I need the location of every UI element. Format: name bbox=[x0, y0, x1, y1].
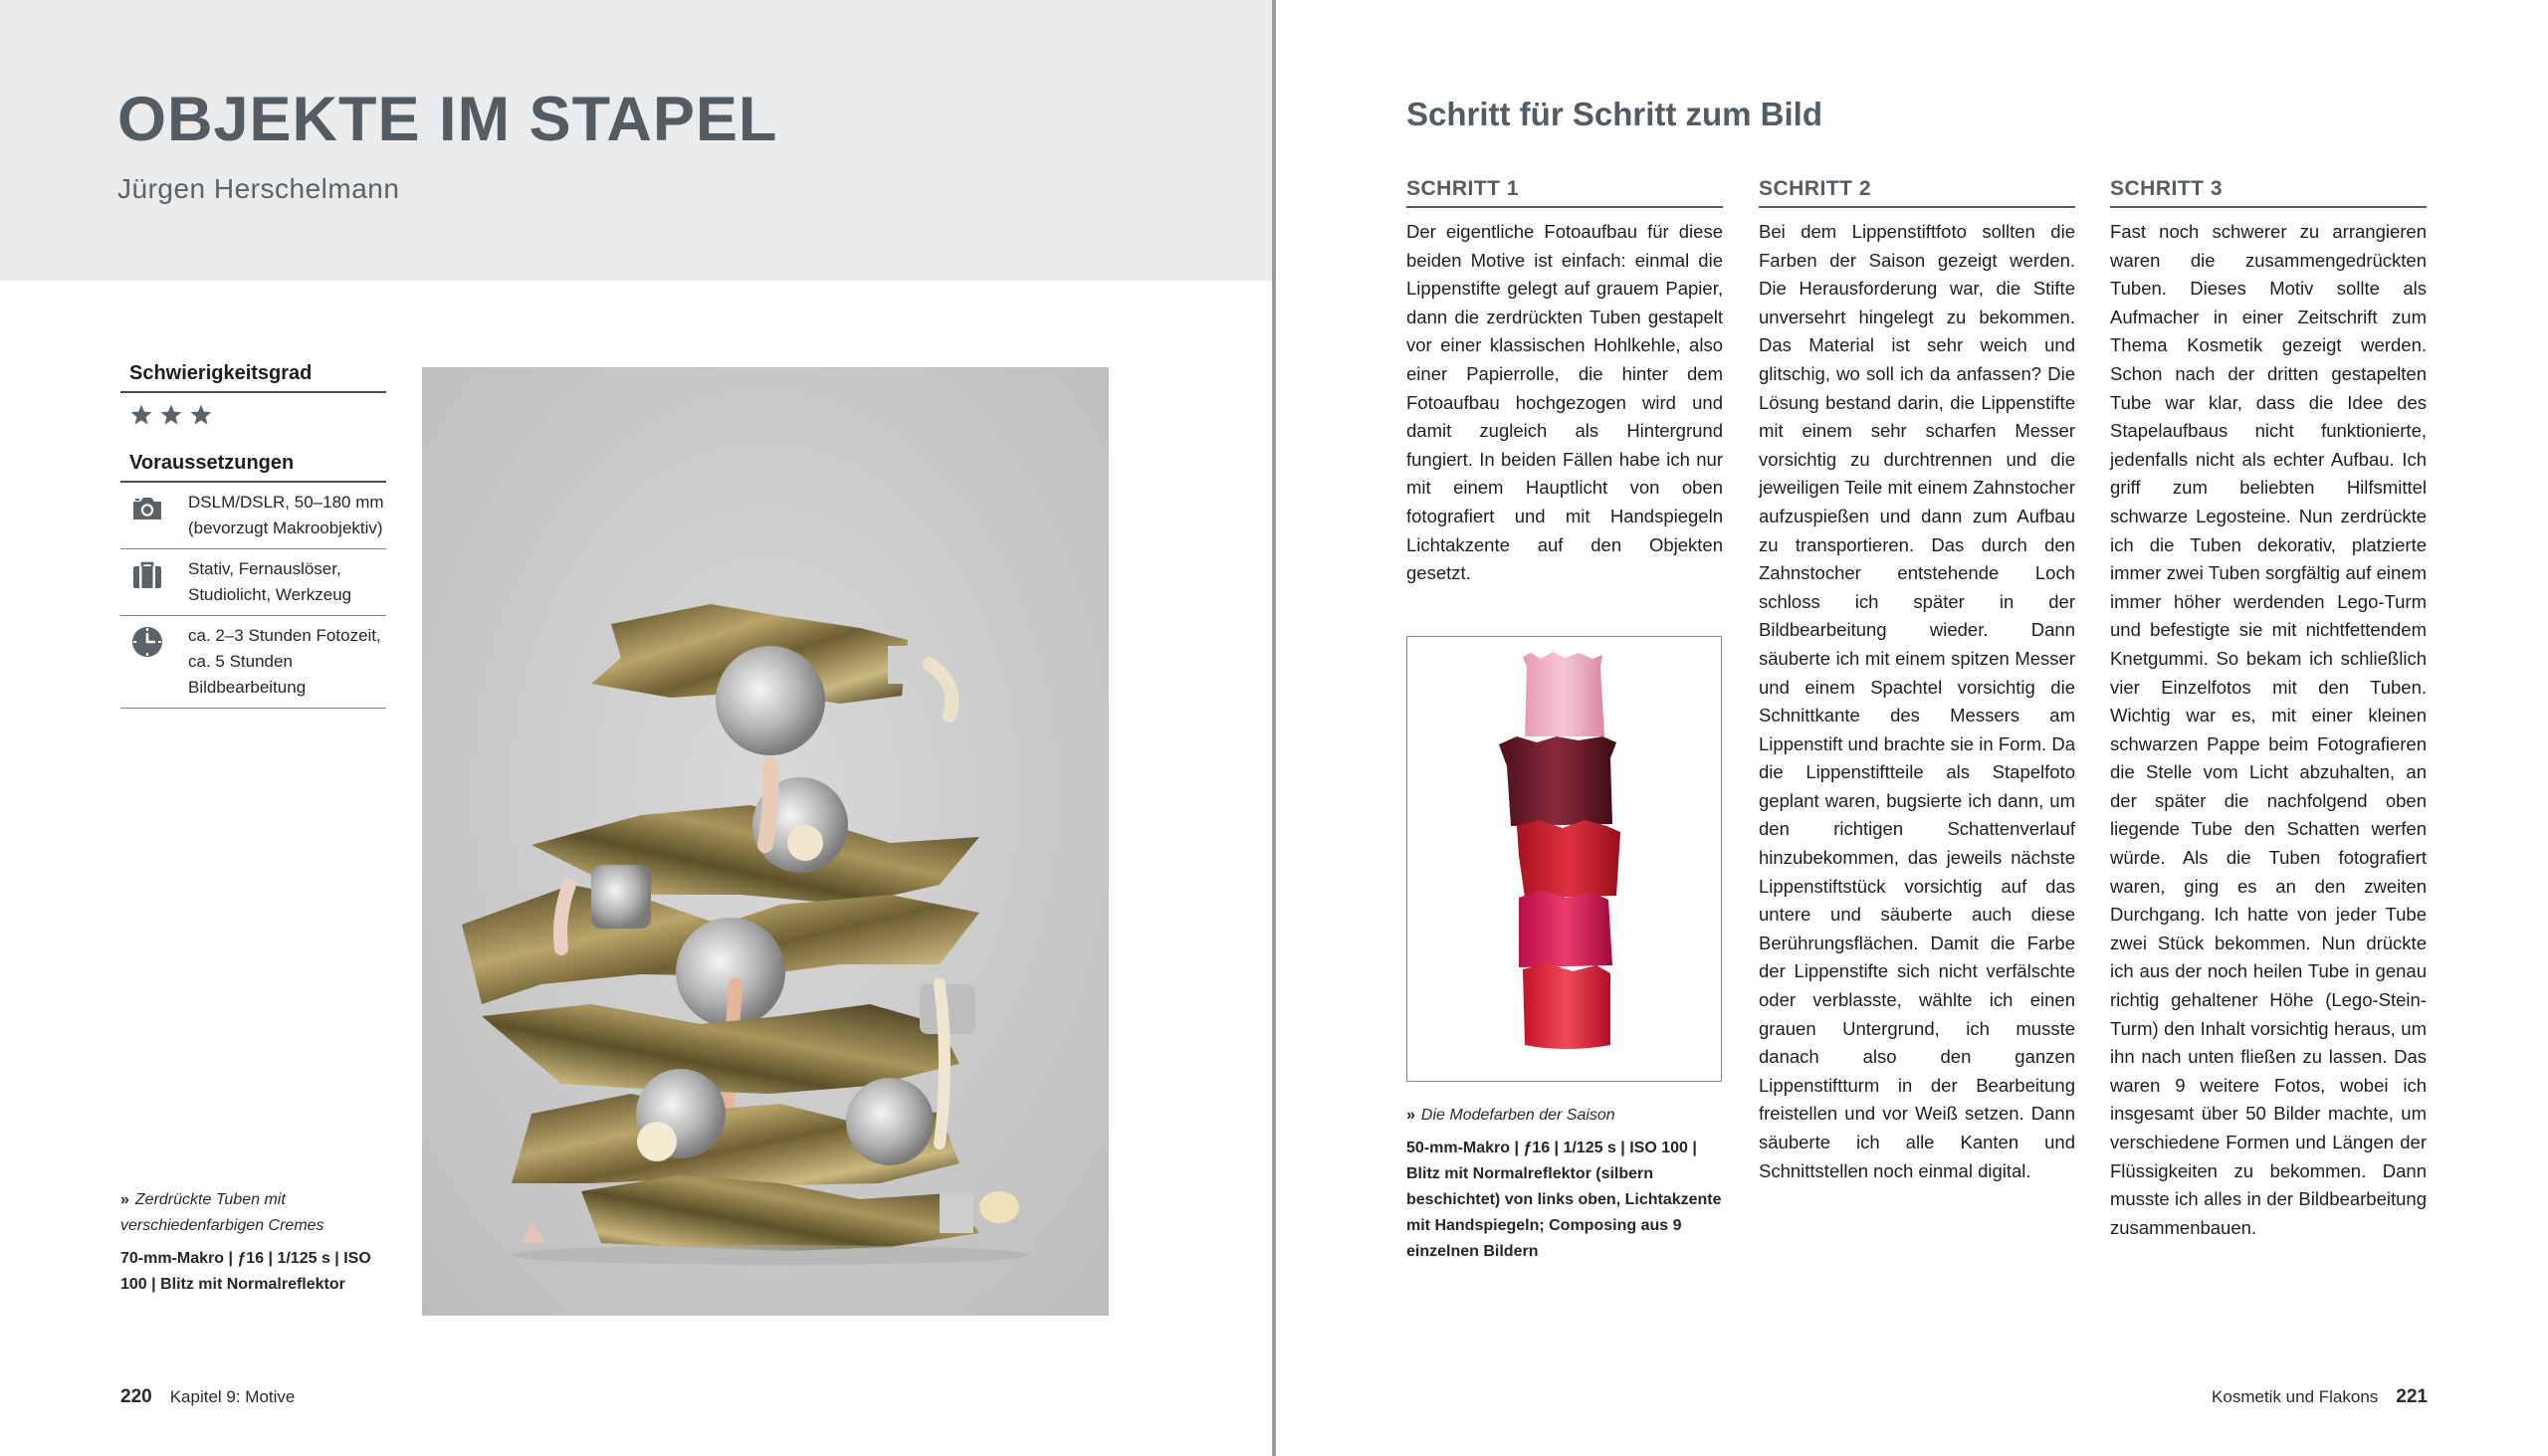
page-number: 221 bbox=[2396, 1386, 2428, 1407]
step-column bbox=[1406, 177, 1723, 588]
page-number: 220 bbox=[120, 1386, 152, 1407]
step-text: Bei dem Lippenstiftfoto sollten die Farben der Saison gezeigt werden. Die Herausforderung war, die Stifte unversehrt hingelegt zu bekommen. Das Material ist sehr weich und glitschig, wo soll ich da anfassen? Die Lösung bestand darin, die Lippenstifte mit einem sehr scharfen Messer vorsichtig zu durchtrennen und die jeweiligen Teile mit einem Zahnstocher aufzuspießen und dann zum Aufbau zu transportieren. Das durch den Zahnstocher entstehende Loch schloss ich später in der Bildbearbeitung wieder. Dann säuberte ich mit einem spitzen Messer und einem Spachtel vorsichtig die Schnittkante des Messers am Lippenstift und brachte sie in Form. Da die Lippenstiftteile als Stapelfoto geplant waren, bugsierte ich dann, um den richtigen Schattenverlauf hinzubekommen, das jeweils nächste Lippenstiftstück vorsichtig auf das untere und säuberte auch diese Berührungsflächen. Damit die Farbe der Lippenstifte sich nicht verfälschte oder verblasste, wählte ich einen grauen Untergrund, ich musste danach also den ganzen Lippenstiftturm in der Bearbeitung freistellen und vor Weiß setzen. Dann säuberte ich alle Kanten und Schnittstellen noch einmal digital. bbox=[1759, 221, 2075, 1181]
left-page bbox=[0, 0, 1272, 1456]
step-heading: SCHRITT 2 bbox=[1759, 177, 2075, 208]
requirement-text: Stativ, Fernauslöser, Studiolicht, Werkzeug bbox=[188, 559, 352, 604]
step-column bbox=[1759, 177, 2075, 1185]
inset-caption bbox=[1406, 1103, 1725, 1265]
running-footer: Kosmetik und Flakons bbox=[2212, 1387, 2379, 1406]
running-footer: Kapitel 9: Motive bbox=[169, 1387, 296, 1406]
step-column bbox=[2110, 177, 2427, 1242]
page-footer-right bbox=[2212, 1386, 2428, 1408]
right-page bbox=[1276, 0, 2548, 1456]
difficulty-heading: Schwierigkeitsgrad bbox=[120, 359, 386, 393]
briefcase-icon bbox=[130, 558, 164, 592]
caption-italic: Die Modefarben der Saison bbox=[1420, 1107, 1615, 1124]
caption-technical: 50-mm-Makro | ƒ16 | 1/125 s | ISO 100 | Blitz mit Normalreflektor (silbern beschichtet) von links oben, Lichtakzente mit Handspiegeln; Composing aus 9 einzelnen Bildern bbox=[1406, 1140, 1722, 1260]
requirement-text: DSLM/DSLR, 50–180 mm (bevorzugt Makroobjektiv) bbox=[188, 493, 384, 537]
caption-marker: » bbox=[120, 1191, 129, 1208]
lipstick-stack-illustration bbox=[1407, 637, 1722, 1082]
section-title: Schritt für Schritt zum Bild bbox=[1406, 96, 1823, 132]
step-heading: SCHRITT 3 bbox=[2110, 177, 2427, 208]
inset-photo-lipsticks bbox=[1406, 636, 1722, 1082]
star-icon bbox=[129, 403, 153, 427]
caption-technical: 70-mm-Makro | ƒ16 | 1/125 s | ISO 100 | Blitz mit Normalreflektor bbox=[120, 1250, 371, 1293]
step-text: Der eigentliche Fotoaufbau für diese beiden Motive ist einfach: einmal die Lippenstifte gelegt auf grauem Papier, dann die zerdrückten Tuben gestapelt vor einer klassischen Hohlkehle, also einer Papierrolle, die hinter dem Fotoaufbau hochgezogen wird und damit zugleich als Hintergrund fungiert. In beiden Fällen habe ich nur mit einem Hauptlicht von oben fotografiert und mit Handspiegeln Lichtakzente auf den Objekten gesetzt. bbox=[1406, 221, 1723, 584]
star-icon bbox=[159, 403, 183, 427]
caption-marker: » bbox=[1406, 1107, 1415, 1124]
requirement-item bbox=[120, 549, 386, 616]
chapter-author: Jürgen Herschelmann bbox=[117, 173, 400, 204]
requirement-text: ca. 2–3 Stunden Fotozeit, ca. 5 Stunden Bildbearbeitung bbox=[188, 626, 381, 697]
clock-icon bbox=[130, 625, 164, 659]
difficulty-rating bbox=[120, 393, 386, 443]
caption-italic: Zerdrückte Tuben mit verschiedenfarbigen Cremes bbox=[120, 1191, 324, 1234]
step-text: Fast noch schwerer zu arrangieren waren die zusammengedrückten Tuben. Dieses Motiv sollte als Aufmacher in einer Zeitschrift zum Thema Kosmetik gezeigt werden. Schon nach der dritten gestapelten Tube war klar, dass die Idee des Stapelaufbaus nicht funktionierte, jedenfalls nicht als echter Aufbau. Ich griff zum beliebten Hilfsmittel schwarze Legosteine. Nun zerdrückte ich die Tuben dekorativ, platzierte immer zwei Tuben sorgfältig auf einem immer höher werdenden Lego-Turm und befestigte sie mit nichtfettendem Knetgummi. So bekam ich schließlich vier Einzelfotos mit den Tuben. Wichtig war es, mit einer kleinen schwarzen Pappe beim Fotografieren die Stelle vom Licht abzuhalten, an der später die nachfolgend oben liegende Tube den Schatten werfen würde. Als die Tuben fotografiert waren, ging es an den zweiten Durchgang. Ich hatte von jeder Tube zwei Stück bekommen. Nun drückte ich aus der noch heilen Tube in genau richtig gehaltener Höhe (Lego-Stein-Turm) den Inhalt vorsichtig heraus, um ihn nach unten fließen zu lassen. Das waren 9 weitere Fotos, wobei ich insgesamt über 50 Bilder machte, um verschiedene Formen und Längen der Flüssigkeiten zu bekommen. Dann musste ich alles in der Bildbearbeitung zusammenbauen. bbox=[2110, 221, 2427, 1238]
tube-stack-illustration bbox=[422, 367, 1109, 1316]
main-photo-stacked-tubes bbox=[422, 367, 1109, 1316]
requirements-heading: Voraussetzungen bbox=[120, 449, 386, 483]
chapter-title: OBJEKTE IM STAPEL bbox=[117, 85, 778, 154]
requirement-item bbox=[120, 616, 386, 709]
info-sidebar bbox=[120, 359, 386, 709]
step-heading: SCHRITT 1 bbox=[1406, 177, 1723, 208]
star-icon bbox=[189, 403, 213, 427]
requirement-item bbox=[120, 483, 386, 549]
photo-caption bbox=[120, 1187, 399, 1298]
page-footer-left bbox=[120, 1386, 295, 1408]
camera-icon bbox=[130, 492, 164, 525]
